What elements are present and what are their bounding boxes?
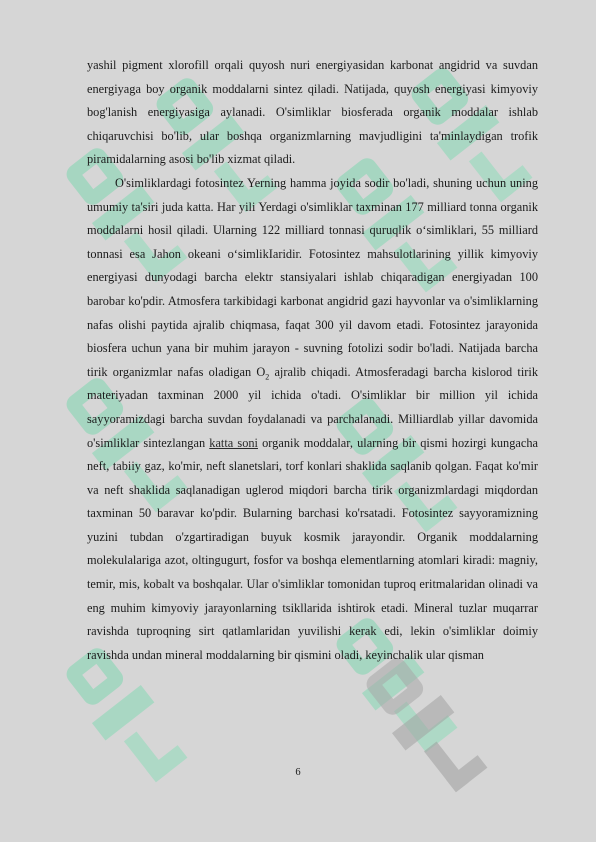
hyperlink[interactable]: katta soni	[209, 435, 258, 450]
paragraph-text: ajralib chiqadi. Atmosferadagi barcha kislorod tirik materiyadan taxminan 2000 yil ichida o'tadi. O'simliklar bir million yil ichida sayyoramizdagi barcha suvdan foydalanadi va parchalanadi. Milliardlab yillar davomida o'simliklar sintezlangan	[87, 364, 538, 450]
paragraph: yashil pigment xlorofill orqali quyosh nuri energiyasidan karbonat angidrid va suvdan energiyaga boy organik moddalarni sintez qiladi. Natijada, quyosh energiyasi kimyoviy bog'lanish energiyasiga aylanadi. O'simliklar biosferada organik moddalar ishlab chiqaruvchisi bo'lib, ular boshqa organizmlarning mavjudligini ta'minlaydigan trofik piramidalarning asosi bo'lib xizmat qiladi.	[87, 58, 538, 167]
subscript: 2	[265, 372, 270, 382]
paragraph-text: organik moddalar, ularning bir qismi hozirgi kungacha neft, tabiiy gaz, ko'mir, neft slanetslari, torf konlari shaklida saqlanib qolgan. Faqat ko'mir va neft shaklida saqlanadigan uglerod miqdori barcha tirik organizmlardagi miqdordan taxminan 50 baravar ko'pdir. Bularning barchasi ko'rsatadi. Fotosintez sayyoramizning yuzini tubdan o'zgartiradigan buyuk kosmik jarayondir. Organik moddalarning molekulalariga azot, oltingugurt, fosfor va boshqa elementlarning atomlari kiradi: magniy, temir, mis, kobalt va boshqalar. Ular o'simliklar tomonidan tuproq eritmalaridan olinadi va eng muhim kimyoviy jarayonlarning tsikllarida ishtirok etadi. Mineral tuzlar muqarrar ravishda tuproqning sirt qatlamlaridan yuvilishi kerak edi, lekin o'simliklar doimiy ravishda undan mineral moddalarning bir qismini oladi, keyinchalik ular qisman	[87, 435, 538, 662]
watermark-logo-icon	[356, 644, 504, 805]
page-number: 6	[295, 767, 301, 778]
body-text	[87, 54, 538, 667]
paragraph	[87, 172, 538, 667]
paragraph-text: O'simliklardagi fotosintez Yerning hamma joyida sodir bo'ladi, shuning uchun uning umumiy ta'siri juda katta. Har yili Yerdagi o'simliklar taxminan 177 milliard tonna organik moddalarni hosil qiladi. Ularning 122 milliard tonnasi quruqlik o‘simliklari, 55 milliard tonnasi esa Jahon okeani o‘simlikIaridir. Fotosintez mahsulotlarining yillik kimyoviy energiyasi dunyodagi barcha elektr stansiyalari ishlab chiqaradigan energiyadan 100 barobar ko'pdir. Atmosfera tarkibidagi karbonat angidrid gazi hayvonlar va o'simliklarning nafas olishi paytida ajralib chiqmasa, faqat 300 yil davom etadi. Fotosintez jarayonida biosfera uchun yana bir muhim jarayon - suvning fotolizi sodir bo'ladi. Natijada barcha tirik organizmlar nafas oladigan O	[87, 175, 538, 379]
